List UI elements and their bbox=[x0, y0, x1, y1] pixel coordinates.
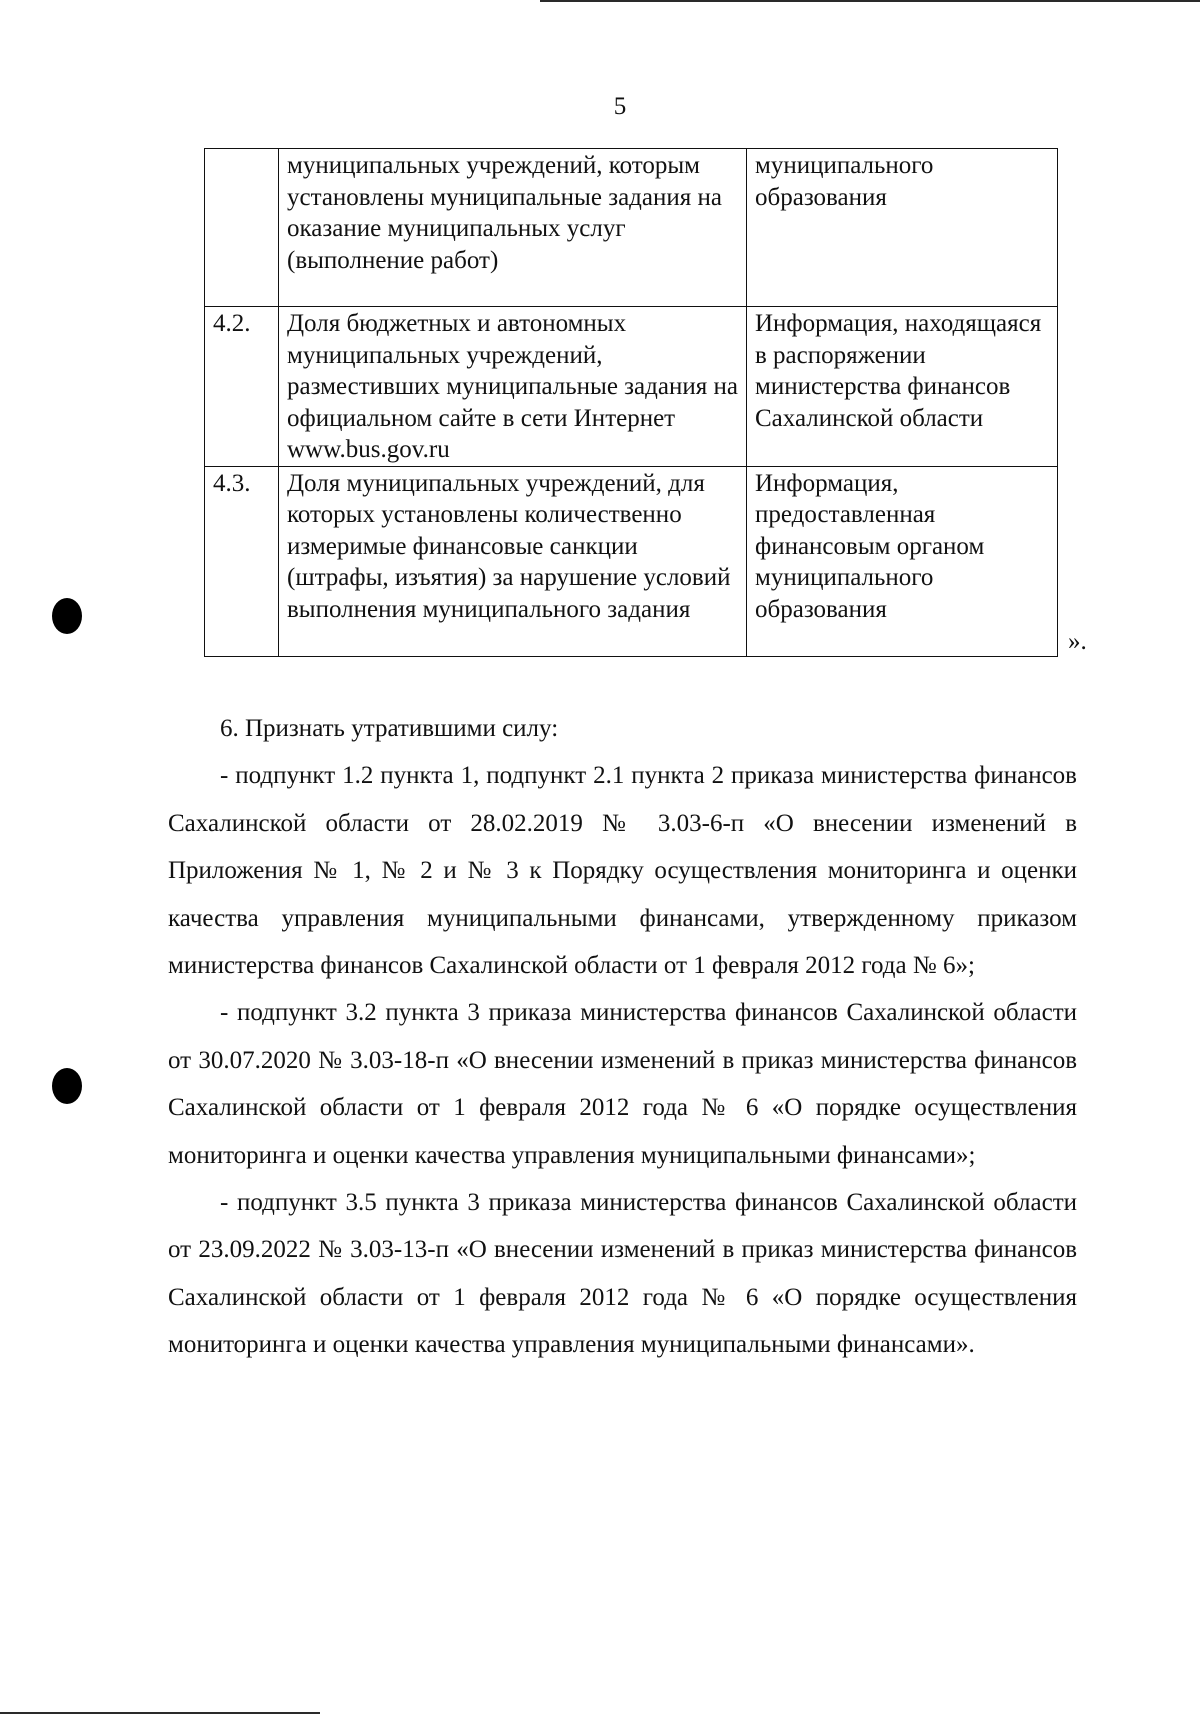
page-number: 5 bbox=[613, 93, 627, 120]
row-number-cell bbox=[205, 149, 279, 307]
repealed-item: - подпункт 3.2 пункта 3 приказа министерства финансов Сахалинской области от 30.07.2020 № 3.03-18-п «О внесении изменений в приказ министерства финансов Сахалинской области от 1 февраля 2012 года № 6 «О порядке осуществления мониторинга и оценки качества управления муниципальными финансами»; bbox=[168, 999, 1077, 1169]
repealed-item: - подпункт 1.2 пункта 1, подпункт 2.1 пункта 2 приказа министерства финансов Сахалинской области от 28.02.2019 № 3.03-6-п «О внесении изменений в Приложения № 1, № 2 и № 3 к Порядку осуществления мониторинга и оценки качества управления муниципальными финансами, утвержденному приказом министерства финансов Сахалинской области от 1 февраля 2012 года № 6»; bbox=[168, 762, 1077, 980]
indicator-name-cell: Доля муниципальных учреждений, для которых установлены количественно измеримые финансовые санкции (штрафы, изъятия) за нарушение условий выполнения муниципального задания bbox=[279, 466, 747, 656]
bottom-border-line bbox=[0, 1712, 320, 1714]
table-row bbox=[205, 466, 1058, 656]
binder-hole-mark bbox=[52, 1068, 82, 1104]
row-number-cell: 4.3. bbox=[205, 466, 279, 656]
table-row bbox=[205, 149, 1058, 307]
row-number-cell: 4.2. bbox=[205, 307, 279, 467]
table-row bbox=[205, 307, 1058, 467]
document-body bbox=[168, 705, 1077, 1369]
data-source-cell: муниципального образования bbox=[747, 149, 1058, 307]
data-source-cell: Информация, находящаяся в распоряжении министерства финансов Сахалинской области bbox=[747, 307, 1058, 467]
indicator-name-cell: муниципальных учреждений, которым установлены муниципальные задания на оказание муниципальных услуг (выполнение работ) bbox=[279, 149, 747, 307]
section-heading: 6. Признать утратившими силу: bbox=[220, 715, 559, 742]
table-closing-quote: ». bbox=[1068, 628, 1087, 655]
data-source-cell: Информация, предоставленная финансовым органом муниципального образования bbox=[747, 466, 1058, 656]
indicator-name-cell: Доля бюджетных и автономных муниципальных учреждений, разместивших муниципальные задания на официальном сайте в сети Интернет www.bus.gov.ru bbox=[279, 307, 747, 467]
top-border-line bbox=[540, 0, 1200, 2]
repealed-item: - подпункт 3.5 пункта 3 приказа министерства финансов Сахалинской области от 23.09.2022 № 3.03-13-п «О внесении изменений в приказ министерства финансов Сахалинской области от 1 февраля 2012 года № 6 «О порядке осуществления мониторинга и оценки качества управления муниципальными финансами». bbox=[168, 1189, 1077, 1359]
binder-hole-mark bbox=[52, 598, 82, 634]
indicators-table bbox=[204, 148, 1058, 657]
